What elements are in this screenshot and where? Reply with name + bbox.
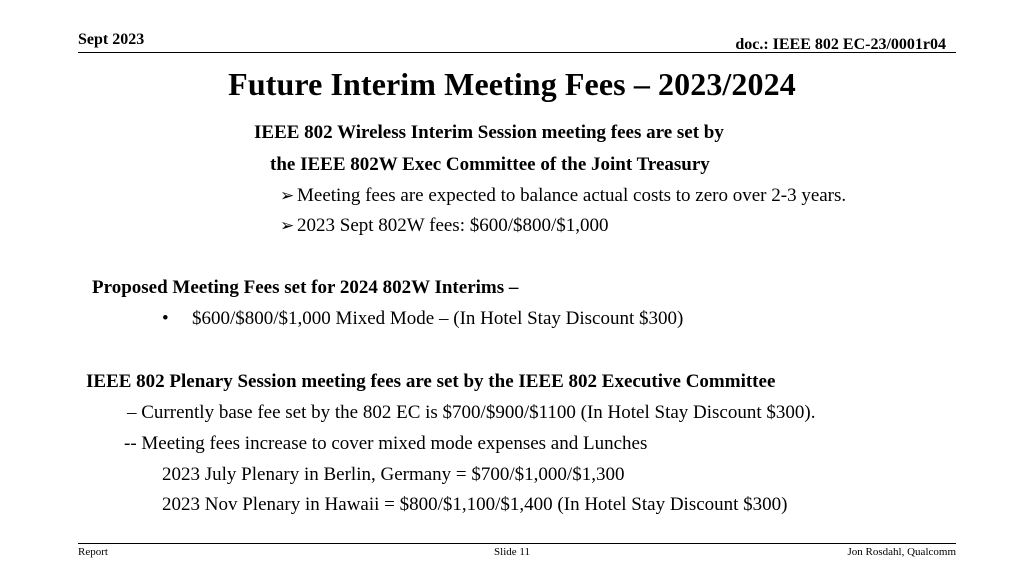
wireless-bullet-2 xyxy=(280,215,609,237)
round-bullet-icon: • xyxy=(162,308,169,329)
wireless-bullet-1 xyxy=(280,185,846,207)
plenary-line-4: 2023 Nov Plenary in Hawaii = $800/$1,100/$1,400 (In Hotel Stay Discount $300) xyxy=(162,494,788,515)
plenary-heading: IEEE 802 Plenary Session meeting fees are set by the IEEE 802 Executive Committee xyxy=(86,371,776,392)
proposed-fees-text: $600/$800/$1,000 Mixed Mode – (In Hotel Stay Discount $300) xyxy=(192,308,684,329)
proposed-fees-bullet xyxy=(162,308,683,330)
wireless-bullet-text: 2023 Sept 802W fees: $600/$800/$1,000 xyxy=(297,215,609,236)
slide-number: Slide 11 xyxy=(494,546,530,558)
footer-author: Jon Rosdahl, Qualcomm xyxy=(847,546,956,558)
footer-divider xyxy=(78,543,956,544)
header-divider xyxy=(78,52,956,53)
header-date: Sept 2023 xyxy=(78,31,145,48)
wireless-heading-line2: the IEEE 802W Exec Committee of the Joint Treasury xyxy=(270,154,710,175)
wireless-heading-line1: IEEE 802 Wireless Interim Session meeting fees are set by xyxy=(254,122,724,143)
arrow-bullet-icon: ➢ xyxy=(280,216,295,235)
plenary-line-3: 2023 July Plenary in Berlin, Germany = $700/$1,000/$1,300 xyxy=(162,464,625,485)
footer-label: Report xyxy=(78,546,108,558)
slide-title: Future Interim Meeting Fees – 2023/2024 xyxy=(228,66,796,102)
plenary-line-1: – Currently base fee set by the 802 EC is $700/$900/$1100 (In Hotel Stay Discount $300). xyxy=(127,402,816,423)
arrow-bullet-icon: ➢ xyxy=(280,186,295,205)
proposed-fees-heading: Proposed Meeting Fees set for 2024 802W Interims – xyxy=(92,277,519,298)
header-doc-id: doc.: IEEE 802 EC-23/0001r04 xyxy=(735,36,946,53)
wireless-bullet-text: Meeting fees are expected to balance actual costs to zero over 2-3 years. xyxy=(297,185,847,206)
plenary-line-2: -- Meeting fees increase to cover mixed mode expenses and Lunches xyxy=(124,433,648,454)
